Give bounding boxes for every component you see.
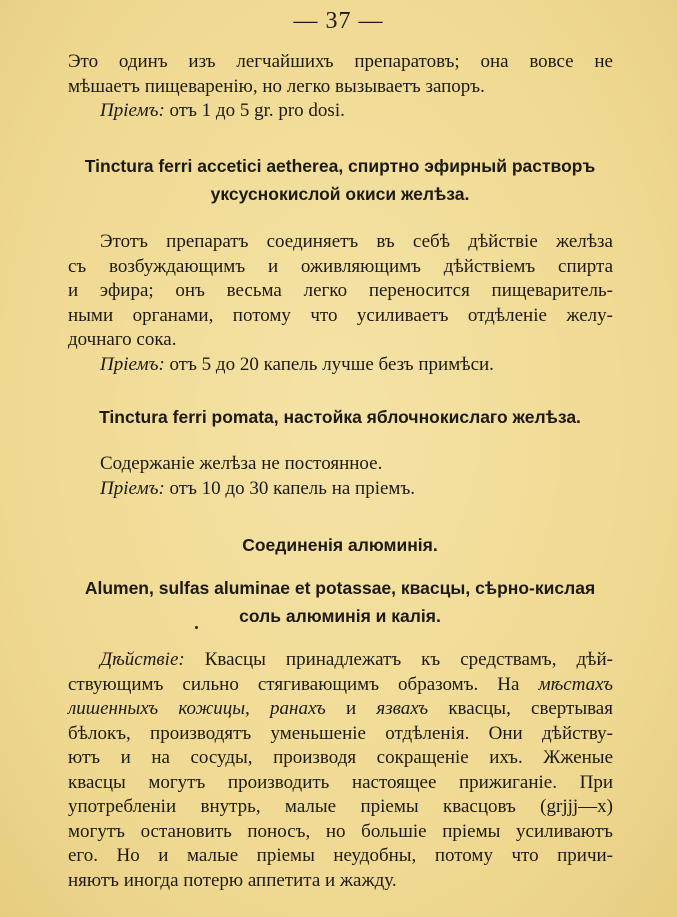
- heading-line: уксуснокислой окиси желѣза.: [210, 184, 470, 204]
- text-line: квасцы могутъ производить настоящее прижиганіе. При: [68, 771, 613, 793]
- page-number: — 37 —: [293, 8, 384, 34]
- heading-line: Соединенія алюминія.: [242, 535, 438, 555]
- heading-line: Tinctura ferri pomata, настойка яблочнокислаго желѣза.: [99, 407, 581, 427]
- heading-tinctura-acetici: [60, 152, 620, 208]
- italic-fragment: лишенныхъ кожицы, ранахъ: [68, 698, 326, 719]
- dose-label: Пріемъ:: [100, 100, 165, 121]
- text-line: его. Но и малые пріемы неудобны, потому что причи-: [68, 845, 613, 866]
- text-line: Этотъ препаратъ соединяетъ въ себѣ дѣйствіе желѣза: [100, 231, 613, 252]
- text-line: [68, 648, 613, 673]
- paragraph-acetici: [68, 230, 613, 377]
- dose-line: [68, 353, 613, 378]
- heading-alumen: [60, 574, 620, 630]
- text-line: ными органами, потому что усиливаетъ отдѣленіе желу-: [68, 304, 613, 326]
- text-line: дочнаго сока.: [68, 329, 177, 350]
- dose-line: [68, 99, 613, 124]
- paragraph-pomata: [68, 452, 613, 501]
- dose-text: отъ 5 до 20 капель лучше безъ примѣси.: [164, 353, 494, 375]
- dose-label: Пріемъ:: [100, 477, 165, 499]
- action-label: Дѣйствіе:: [100, 649, 185, 670]
- text-line: Содержаніе желѣза не постоянное.: [100, 453, 383, 474]
- italic-fragment: язвахъ: [376, 698, 429, 719]
- heading-line: Alumen, sulfas aluminae et potassae, квасцы, сѣрно-кислая: [84, 578, 596, 598]
- text-line: и эфира; онъ весьма легко переносится пищеваритель-: [68, 280, 613, 301]
- text-line: [68, 697, 613, 722]
- text-fragment: Квасцы принадлежатъ къ средствамъ, дѣй-: [184, 649, 613, 670]
- text-line: съ возбуждающимъ и оживляющимъ дѣйствіемъ спирта: [68, 255, 613, 277]
- text-line: могутъ остановить поносъ, но большіе пріемы усиливаютъ: [68, 820, 613, 842]
- text-line: бѣлокъ, производятъ уменьшеніе отдѣленія. Они дѣйству-: [68, 722, 613, 744]
- text-fragment: и: [325, 698, 377, 719]
- italic-fragment: мѣстахъ: [538, 673, 613, 695]
- text-fragment: ствующимъ сильно стягивающимъ образомъ. На: [68, 673, 539, 695]
- paragraph-intro: [68, 50, 613, 124]
- section-heading: [60, 531, 620, 559]
- dose-line: [68, 477, 613, 502]
- ink-speck: [195, 626, 198, 629]
- text-line: [68, 673, 613, 698]
- heading-line: Tinctura ferri accetici aetherea, спиртно эфирный растворъ: [84, 156, 596, 176]
- paragraph-alumen: [68, 648, 613, 893]
- dose-label: Пріемъ:: [100, 353, 165, 375]
- heading-tinctura-pomata: [60, 403, 620, 431]
- text-line: употребленіи внутрь, малые пріемы квасцовъ (grjjj—x): [68, 796, 613, 817]
- text-line: мѣшаетъ пищеваренію, но легко вызываетъ запоръ.: [68, 75, 485, 97]
- dose-text: отъ 10 до 30 капель на пріемъ.: [164, 477, 416, 499]
- dose-text: отъ 1 до 5 gr. pro dosi.: [164, 100, 345, 121]
- text-line: няютъ иногда потерю аппетита и жажду.: [68, 869, 397, 891]
- heading-line: соль алюминія и калія.: [239, 606, 441, 626]
- text-line: Это одинъ изъ легчайшихъ препаратовъ; она вовсе не: [68, 51, 613, 72]
- text-line: ютъ и на сосуды, производя сокращеніе ихъ. Жженые: [68, 747, 613, 768]
- text-fragment: квасцы, свертывая: [428, 698, 613, 719]
